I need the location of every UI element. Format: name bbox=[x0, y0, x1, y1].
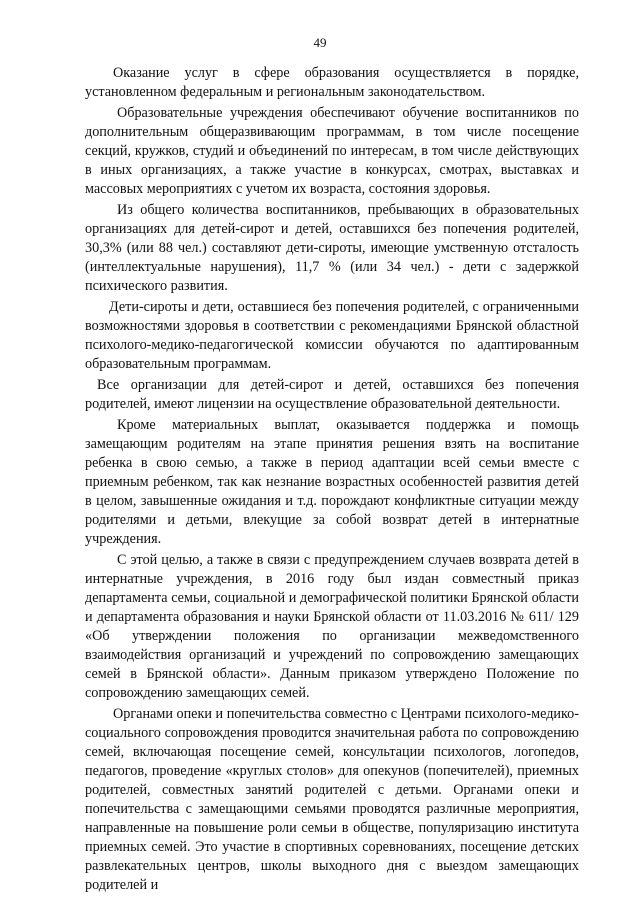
page-number: 49 bbox=[313, 35, 327, 50]
paragraph-joint-order: С этой целью, а также в связи с предупреждением случаев возврата детей в интернатные учреждения, в 2016 году был издан совместный приказ департамента семьи, социальной и демографической политики Брянской области и департамента образования и науки Брянской области от 11.03.2016 № 611/ 129 «Об утверждении положения по организации межведомственного взаимодействия организаций и учреждений по сопровождению замещающих семей в Брянской области». Данным приказом утверждено Положение по сопровождению замещающих семей. bbox=[85, 552, 579, 701]
paragraph-support-foster-parents: Кроме материальных выплат, оказывается поддержка и помощь замещающим родителям на этапе принятия решения взять на воспитание ребенка в свою семью, а также в период адаптации всей семьи вместе с приемным ребенком, так как незнание возрастных особенностей развития детей в целом, завышенные ожидания и т.д. порождают конфликтные ситуации между родителями и детьми, влекущие за собой возврат детей в интернатные учреждения. bbox=[85, 417, 579, 547]
paragraph-additional-programs: Образовательные учреждения обеспечивают обучение воспитанников по дополнительным общеразвивающим программам, в том числе посещение секций, кружков, студий и объединений по интересам, в том числе действующих в иных организациях, а также участие в конкурсах, смотрах, выставках и массовых мероприятиях с учетом их возраста, состояния здоровья. bbox=[85, 105, 579, 197]
paragraph-education-services: Оказание услуг в сфере образования осуществляется в порядке, установленном федеральным и региональным законодательством. bbox=[85, 65, 579, 100]
paragraph-pupil-statistics: Из общего количества воспитанников, пребывающих в образовательных организациях для детей-сирот и детей, оставшихся без попечения родителей, 30,3% (или 88 чел.) составляют дети-сироты, имеющие умственную отсталость (интеллектуальные нарушения), 11,7 % (или 34 чел.) - дети с задержкой психического развития. bbox=[85, 202, 579, 294]
document-body bbox=[85, 64, 579, 895]
paragraph-adapted-programs: Дети-сироты и дети, оставшиеся без попечения родителей, с ограниченными возможностями здоровья в соответствии с рекомендациями Брянской областной психолого-медико-педагогической комиссии обучаются по адаптированным образовательным программам. bbox=[85, 299, 579, 372]
paragraph-licenses: Все организации для детей-сирот и детей, оставшихся без попечения родителей, имеют лицензии на осуществление образовательной деятельности. bbox=[85, 377, 579, 412]
paragraph-guardianship-work: Органами опеки и попечительства совместно с Центрами психолого-медико-социального сопровождения проводится значительная работа по сопровождению семей, включающая посещение семей, консультации психологов, логопедов, педагогов, проведение «круглых столов» для опекунов (попечителей), приемных родителей, совместных занятий родителей с детьми. Органами опеки и попечительства с замещающими семьями проводятся различные мероприятия, направленные на повышение роли семьи в обществе, популяризацию института приемных семей. Это участие в спортивных соревнованиях, посещение детских развлекательных центров, школы выходного дня с выездом замещающих родителей и bbox=[85, 706, 579, 893]
